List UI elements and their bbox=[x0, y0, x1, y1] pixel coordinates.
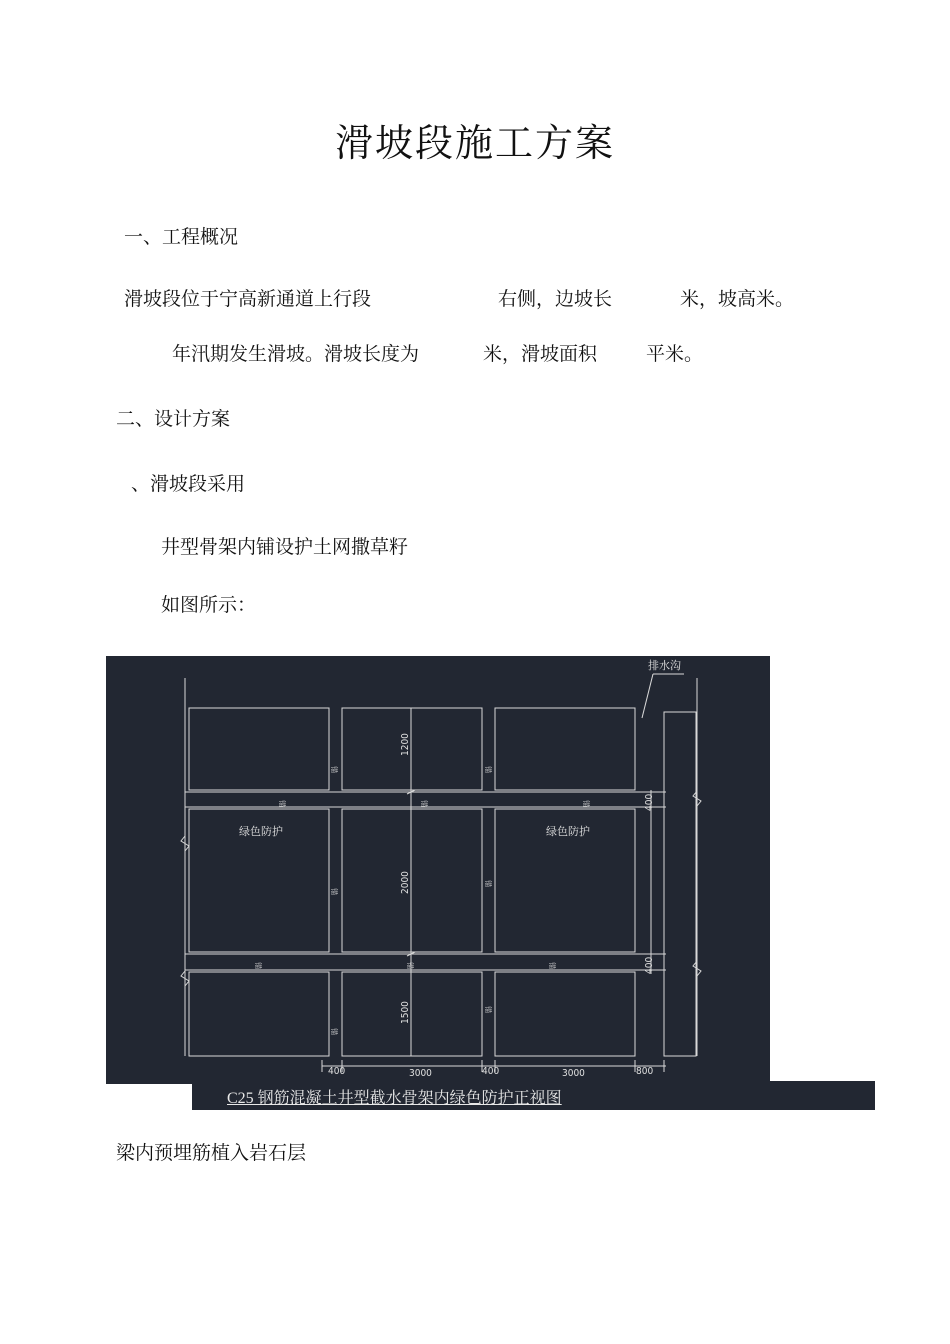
section-heading-design: 二、设计方案 bbox=[116, 408, 231, 430]
svg-text:锚: 锚 bbox=[254, 962, 262, 969]
section-heading-overview: 一、工程概况 bbox=[124, 226, 239, 248]
svg-text:锚: 锚 bbox=[406, 962, 414, 969]
green-protection-label-left: 绿色防护 bbox=[239, 825, 283, 838]
last-line: 梁内预埋筋植入岩石层 bbox=[116, 1142, 307, 1164]
dim-bottom-400b: 400 bbox=[482, 1066, 500, 1077]
figure-intro: 如图所示： bbox=[161, 594, 257, 616]
svg-text:锚: 锚 bbox=[330, 1028, 338, 1035]
figure-caption-bar bbox=[192, 1081, 875, 1110]
para1-part-a: 滑坡段位于宁高新通道上行段 bbox=[124, 288, 372, 310]
para1-part-b: 右侧，边坡长 bbox=[498, 288, 613, 310]
design-item-1-text: 井型骨架内铺设护土网撒草籽 bbox=[161, 536, 409, 558]
svg-text:锚: 锚 bbox=[484, 766, 492, 773]
dim-400-mid: 400 bbox=[644, 956, 655, 974]
svg-text:锚: 锚 bbox=[548, 962, 556, 969]
dim-bottom-400a: 400 bbox=[328, 1066, 346, 1077]
svg-text:锚: 锚 bbox=[330, 888, 338, 895]
cad-drawing-svg bbox=[106, 656, 770, 1084]
para2-part-c: 平米。 bbox=[646, 343, 704, 365]
dim-400-top: 400 bbox=[644, 793, 655, 811]
dim-2000: 2000 bbox=[400, 871, 411, 894]
dim-1500: 1500 bbox=[400, 1001, 411, 1024]
svg-text:锚: 锚 bbox=[582, 800, 590, 807]
dim-1200: 1200 bbox=[400, 733, 411, 756]
dim-bottom-3000a: 3000 bbox=[409, 1068, 432, 1079]
svg-text:锚: 锚 bbox=[484, 880, 492, 887]
svg-text:锚: 锚 bbox=[420, 800, 428, 807]
figure-caption: C25 钢筋混凝土井型截水骨架内绿色防护正视图 bbox=[227, 1090, 562, 1107]
design-item-1: 、滑坡段采用 bbox=[131, 473, 246, 495]
document-title: 滑坡段施工方案 bbox=[334, 121, 615, 165]
svg-text:锚: 锚 bbox=[484, 1006, 492, 1013]
para2-part-a: 年汛期发生滑坡。滑坡长度为 bbox=[172, 343, 420, 365]
para1-part-c: 米，坡高米。 bbox=[680, 288, 795, 310]
green-protection-label-right: 绿色防护 bbox=[546, 825, 590, 838]
drain-label: 排水沟 bbox=[648, 659, 681, 672]
para2-part-b: 米，滑坡面积 bbox=[483, 343, 598, 365]
svg-text:锚: 锚 bbox=[278, 800, 286, 807]
svg-text:锚: 锚 bbox=[330, 766, 338, 773]
dim-bottom-3000b: 3000 bbox=[562, 1068, 585, 1079]
dim-bottom-800: 800 bbox=[636, 1066, 654, 1077]
cad-drawing bbox=[106, 656, 770, 1084]
